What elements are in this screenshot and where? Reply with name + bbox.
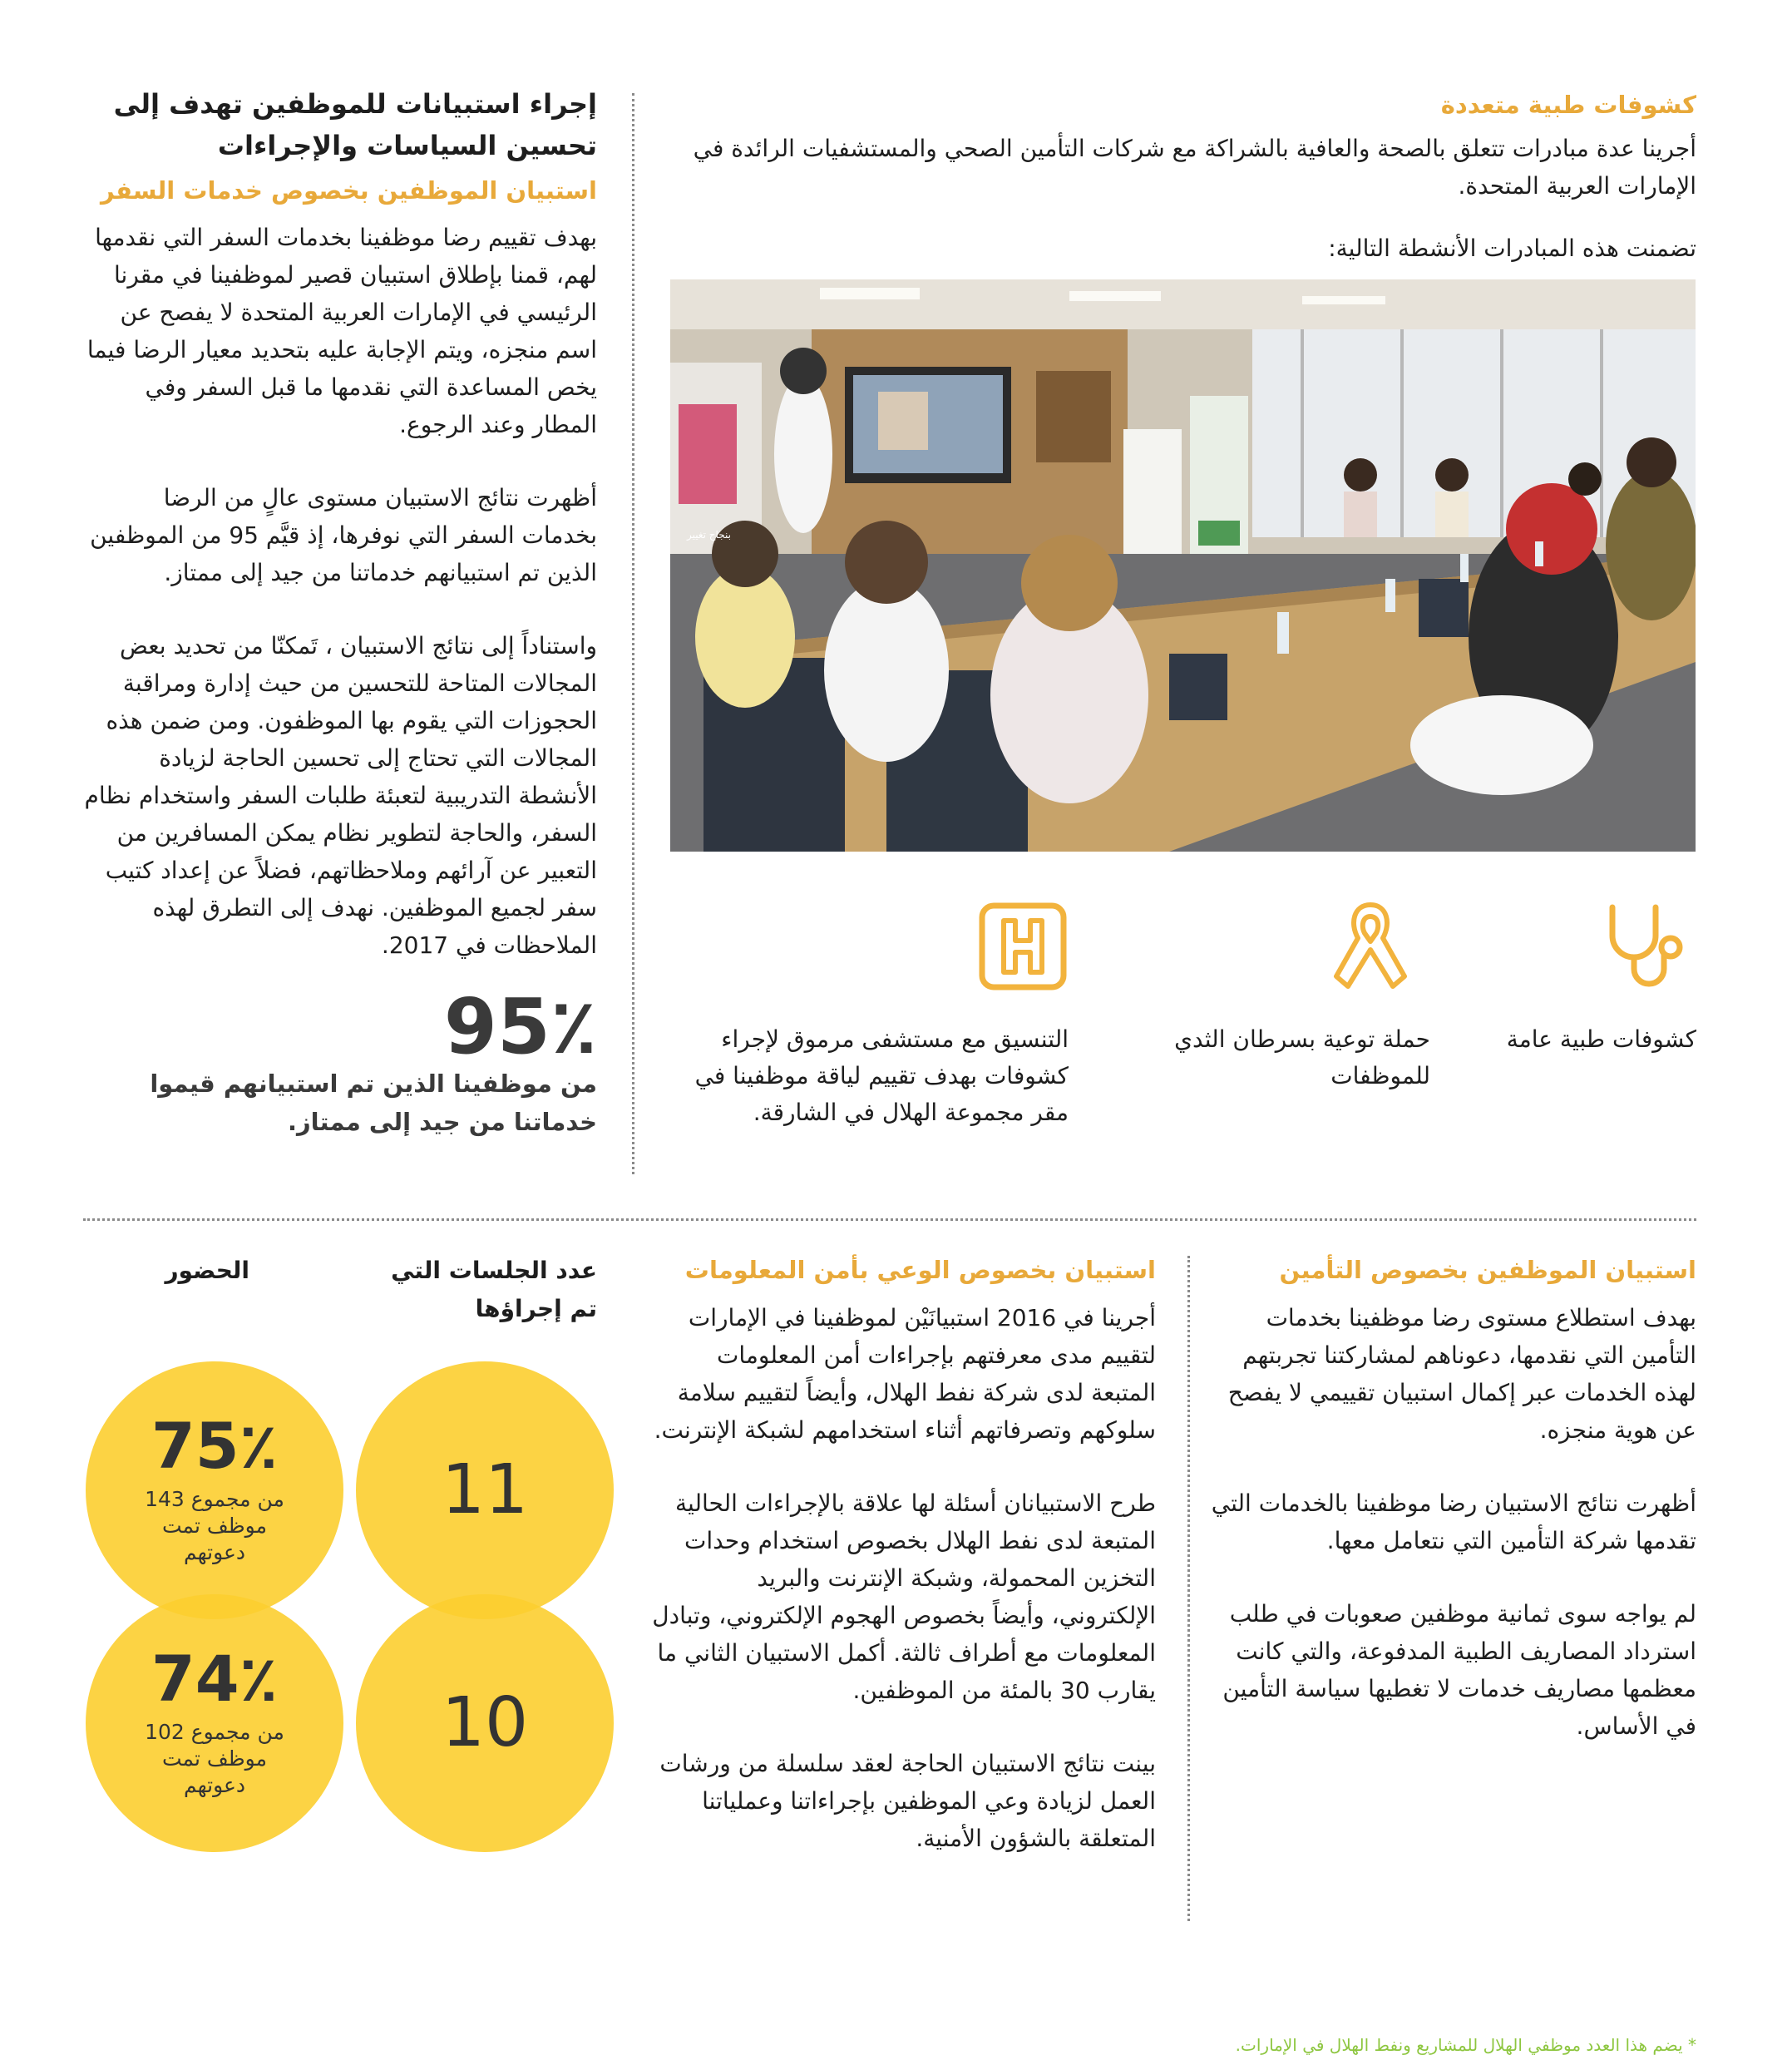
travel-stat-value: 95٪	[443, 982, 597, 1071]
infosec-survey-heading: استبيان بخصوص الوعي بأمن المعلومات	[684, 1256, 1156, 1284]
sessions-column-header: عدد الجلسات التي تم إجراؤها	[391, 1257, 597, 1322]
attendance-circle-2	[86, 1594, 343, 1852]
insurance-survey-heading: استبيان الموظفين بخصوص التأمين	[1279, 1256, 1696, 1284]
attendance-column-header: الحضور	[165, 1257, 249, 1284]
attendance-circle-1	[86, 1361, 343, 1619]
stethoscope-icon	[1601, 901, 1692, 995]
travel-stat-caption: من موظفينا الذين تم استبيانهم قيموا خدماتنا من جيد إلى ممتاز.	[150, 1069, 597, 1136]
medical-intro-text: أجرينا عدة مبادرات تتعلق بالصحة والعافية بالشراكة مع شركات التأمين الصحي والمستشفيات الرائدة في الإمارات العربية المتحدة.	[693, 135, 1696, 200]
travel-survey-subheading: استبيان الموظفين بخصوص خدمات السفر	[100, 176, 597, 205]
infosec-paragraph-3: بينت نتائج الاستبيان الحاجة لعقد سلسلة من ورشات العمل لزيادة وعي الموظفين بإجراءاتنا وعملياتنا المتعلقة بالشؤون الأمنية.	[659, 1750, 1156, 1852]
travel-paragraph-1: بهدف تقييم رضا موظفينا بخدمات السفر التي نقدمها لهم، قمنا بإطلاق استبيان قصير لموظفينا في مقرنا الرئيسي في الإمارات العربية المتحدة لا يفصح عن اسم منجزه، ويتم الإجابة عليه بتحديد معيار الرضا فيما يخص المساعدة التي نقدمها ما قبل السفر وفي المطار وعند الرجوع.	[86, 224, 597, 438]
survey-section-heading: إجراء استبيانات للموظفين تهدف إلى تحسين السياسات والإجراءات	[113, 88, 597, 161]
ribbon-icon	[1325, 898, 1416, 993]
insurance-paragraph-3: لم يواجه سوى ثمانية موظفين صعوبات في طلب استرداد المصاريف الطبية المدفوعة، والتي كانت معظمها مصاريف خدمات لا تغطيها سياسة التأمين في الأساس.	[1222, 1600, 1696, 1740]
attendance-sub-2: من مجموع 102 موظف تمت دعوتهم	[145, 1720, 284, 1797]
attendance-percent-1: 75٪	[151, 1409, 279, 1483]
attendance-sub-1: من مجموع 143 موظف تمت دعوتهم	[145, 1487, 284, 1564]
icon-caption-ribbon: حملة توعية بسرطان الثدي للموظفات	[1174, 1025, 1430, 1089]
footnote: * يضم هذا العدد موظفي الهلال للمشاريع ونفط الهلال في الإمارات.	[1235, 2035, 1696, 2055]
infosec-paragraph-1: أجرينا في 2016 استبيانَيْن لموظفينا في الإمارات لتقييم مدى معرفتهم بإجراءات أمن المعلومات المتبعة لدى شركة نفط الهلال، وأيضاً لتقييم سلامة سلوكهم وتصرفاتهم أثناء استخدامهم لشبكة الإنترنت.	[654, 1304, 1156, 1444]
travel-paragraph-3: واستناداً إلى نتائج الاستبيان ، تَمكنّا من تحديد بعض المجالات المتاحة للتحسين من حيث إدارة ومراقبة الحجوزات التي يقوم بها الموظفون. ومن ضمن هذه المجالات التي تحتاج إلى تحسين الحاجة لزيادة الأنشطة التدريبية لتعبئة طلبات السفر واستخدام نظام السفر، والحاجة لتطوير نظام يمكن المسافرين من التعبير عن آرائهم وملاحظاتهم، فضلاً عن إعداد كتيب سفر لجميع الموظفين. نهدف إلى التطرق لهذه الملاحظات في 2017.	[84, 632, 597, 959]
infosec-paragraph-2: طرح الاستبيانان أسئلة لها علاقة بالإجراءات الحالية المتبعة لدى نفط الهلال بخصوص استخدام وحدات التخزين المحمولة، وشبكة الإنترنت والبريد الإلكتروني، وأيضاً بخصوص الهجوم الإلكتروني، وتبادل المعلومات مع أطراف ثالثة. أكمل الاستبيان الثاني ما يقارب 30 بالمئة من الموظفين.	[652, 1489, 1156, 1704]
infosec-survey-body	[649, 1299, 1156, 1893]
travel-survey-body	[83, 219, 597, 1000]
sessions-circle-2	[356, 1594, 614, 1852]
insurance-paragraph-2: أظهرت نتائج الاستبيان رضا موظفينا بالخدمات التي تقدمها شركة التأمين التي نتعامل معها.	[1211, 1489, 1696, 1554]
medical-checkups-heading: كشوفات طبية متعددة	[1440, 91, 1696, 119]
insurance-paragraph-1: بهدف استطلاع مستوى رضا موظفينا بخدمات التأمين التي نقدمها، دعوناهم لمشاركتنا تجربتهم لهذه الخدمات عبر إكمال استبيان تقييمي لا يفصح عن هوية منجزه.	[1227, 1304, 1696, 1444]
meeting-room-photo	[670, 279, 1696, 852]
attendance-percent-2: 74٪	[151, 1642, 279, 1716]
sessions-circle-1	[356, 1361, 614, 1619]
hospital-icon	[977, 901, 1069, 995]
photo-banner-text: بنجاح تغيير	[687, 529, 731, 541]
travel-paragraph-2: أظهرت نتائج الاستبيان مستوى عالٍ من الرضا بخدمات السفر التي نوفرها، إذ قيَّم 95 من الموظفين الذين تم استبيانهم خدماتنا من جيد إلى ممتاز.	[90, 484, 597, 586]
icon-caption-checkups: كشوفات طبية عامة	[1506, 1025, 1696, 1053]
sessions-count-1: 11	[441, 1450, 529, 1529]
icon-caption-hospital: التنسيق مع مستشفى مرموق لإجراء كشوفات بهدف تقييم لياقة موظفينا في مقر مجموعة الهلال في الشارقة.	[694, 1025, 1069, 1126]
activities-intro-text: تضمنت هذه المبادرات الأنشطة التالية:	[1328, 235, 1696, 262]
sessions-count-2: 10	[441, 1683, 529, 1762]
insurance-survey-body	[1206, 1299, 1696, 1781]
